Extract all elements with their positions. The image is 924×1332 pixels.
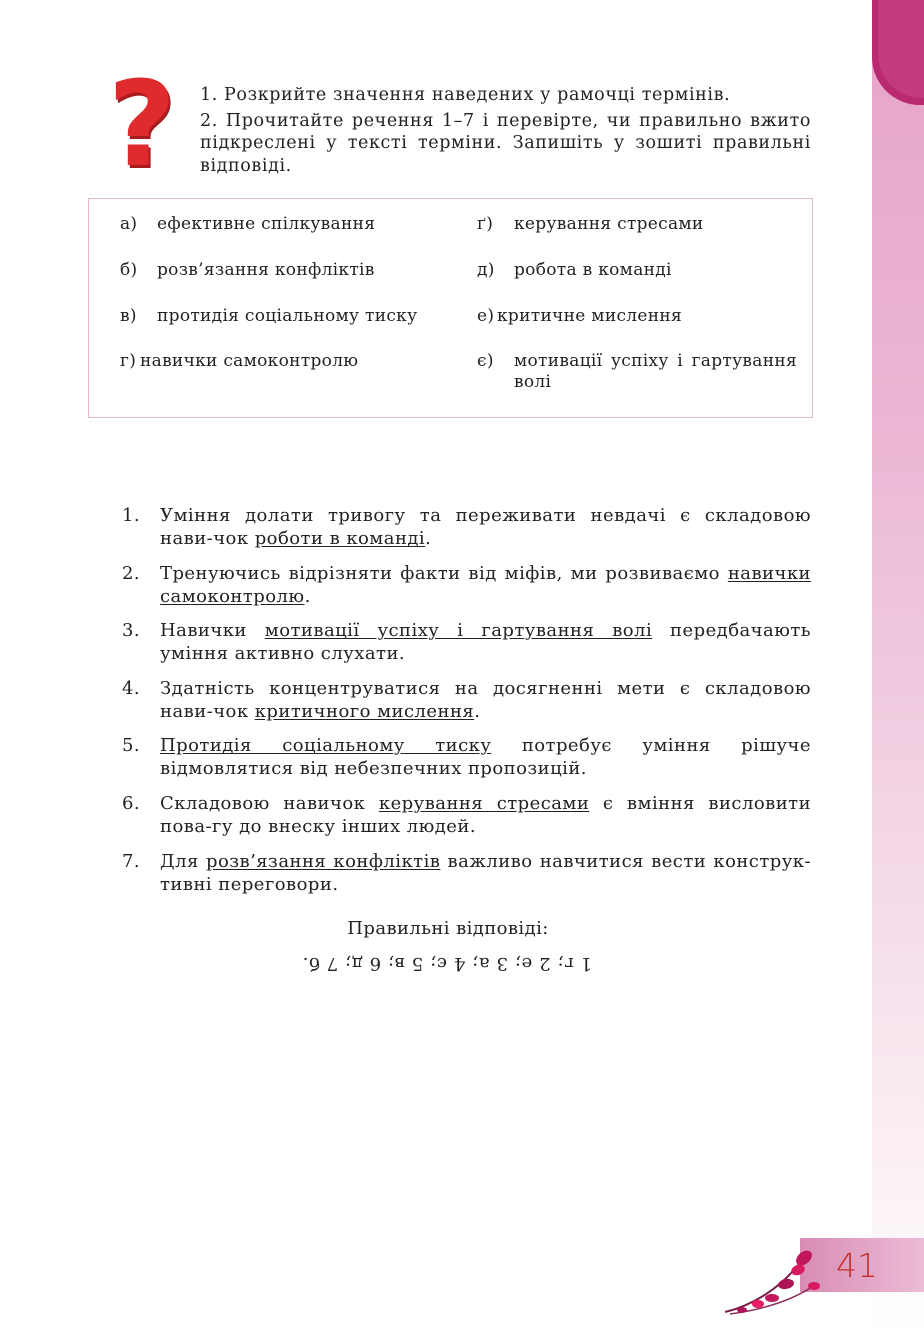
underlined-term: мотивації успіху і гартування волі	[264, 620, 653, 642]
statement-text: .	[304, 585, 311, 607]
list-item	[122, 792, 811, 838]
underlined-term: критичного мислення	[254, 700, 475, 722]
terms-box	[88, 198, 813, 418]
term-letter: д)	[477, 260, 495, 280]
item-number: 3.	[122, 620, 141, 642]
term-text: протидія соціальному тиску	[157, 306, 418, 326]
answers-key	[0, 953, 894, 974]
list-item	[122, 619, 811, 665]
list-item	[122, 850, 811, 896]
item-number: 2.	[122, 562, 141, 584]
term-text: мотивації успіху і гартування волі	[514, 351, 797, 392]
term-letter: є)	[477, 351, 494, 371]
answers-title: Правильні відповіді:	[347, 918, 549, 939]
task-1: 1. Розкрийте значення наведених у рамочці термінів.	[200, 85, 731, 105]
term-text: розв’язання конфліктів	[157, 260, 375, 280]
term-letter: е)	[477, 306, 495, 326]
term-text: керування стресами	[514, 214, 704, 234]
page-number: 41	[836, 1246, 878, 1285]
term-item	[477, 351, 797, 393]
statement-text: .	[474, 700, 481, 722]
term-item	[477, 214, 797, 235]
item-number: 1.	[122, 505, 141, 526]
term-item	[120, 351, 440, 372]
term-letter: а)	[120, 214, 138, 234]
statement-text: Складовою навичок	[160, 792, 379, 814]
flower-decoration-icon	[720, 1240, 840, 1320]
term-text: критичне мислення	[497, 306, 683, 326]
term-text: навички самоконтролю	[140, 351, 359, 371]
item-number: 4.	[122, 677, 141, 699]
statement-text: потребує уміння рішуче відмовлятися від небезпечних пропозицій.	[160, 735, 811, 780]
term-text: ефективне спілкування	[157, 214, 376, 234]
underlined-term: керування стресами	[378, 792, 590, 814]
item-number: 6.	[122, 792, 141, 814]
underlined-term: розв’язання конфліктів	[205, 850, 441, 872]
underlined-term: Протидія соціальному тиску	[160, 735, 492, 757]
term-letter: в)	[120, 306, 137, 326]
term-item	[120, 260, 440, 281]
underlined-term: роботи в команді	[254, 528, 426, 549]
statement-text: Здатність концентруватися на досягненні мети є складовою нави-чок	[160, 677, 811, 722]
statement-text: є вміння висловити пова-гу до внеску інших людей.	[160, 792, 812, 837]
task-2: 2. Прочитайте речення 1–7 і перевірте, чи правильно вжито підкреслені у тексті терміни. Запишіть у зошиті правильні відповіді.	[200, 110, 811, 176]
statement-text: Навички	[160, 620, 265, 642]
statements-list	[122, 504, 811, 907]
statement-text: важливо навчитися вести конструк-тивні переговори.	[160, 850, 811, 895]
question-mark-icon: ?	[107, 55, 177, 193]
term-letter: г)	[120, 351, 137, 371]
answers-upside-down-text: 1 г; 2 е; 3 а; 4 є; 5 в; 6 д; 7 б.	[301, 953, 592, 974]
term-item	[120, 306, 450, 327]
term-letter: б)	[120, 260, 138, 280]
term-item	[477, 260, 797, 281]
term-text: робота в команді	[514, 260, 672, 280]
underlined-term: навички самоконтролю	[160, 562, 811, 607]
item-number: 5.	[122, 735, 141, 757]
item-number: 7.	[122, 850, 141, 872]
statement-text: передбачають уміння активно слухати.	[160, 620, 811, 665]
list-item	[122, 677, 811, 723]
list-item	[122, 734, 811, 780]
task-instructions	[200, 84, 811, 177]
statement-text: Тренуючись відрізняти факти від міфів, ми розвиваємо	[160, 562, 728, 584]
term-item	[120, 214, 440, 235]
statement-text: Для	[160, 850, 206, 872]
term-item	[477, 306, 797, 327]
list-item	[122, 562, 811, 608]
statement-text: .	[425, 528, 432, 549]
statement-text: Уміння долати тривогу та переживати невдачі є складовою нави-чок	[160, 505, 811, 549]
list-item	[122, 504, 811, 550]
side-decoration-strip	[872, 0, 924, 1332]
term-letter: ґ)	[477, 214, 494, 234]
